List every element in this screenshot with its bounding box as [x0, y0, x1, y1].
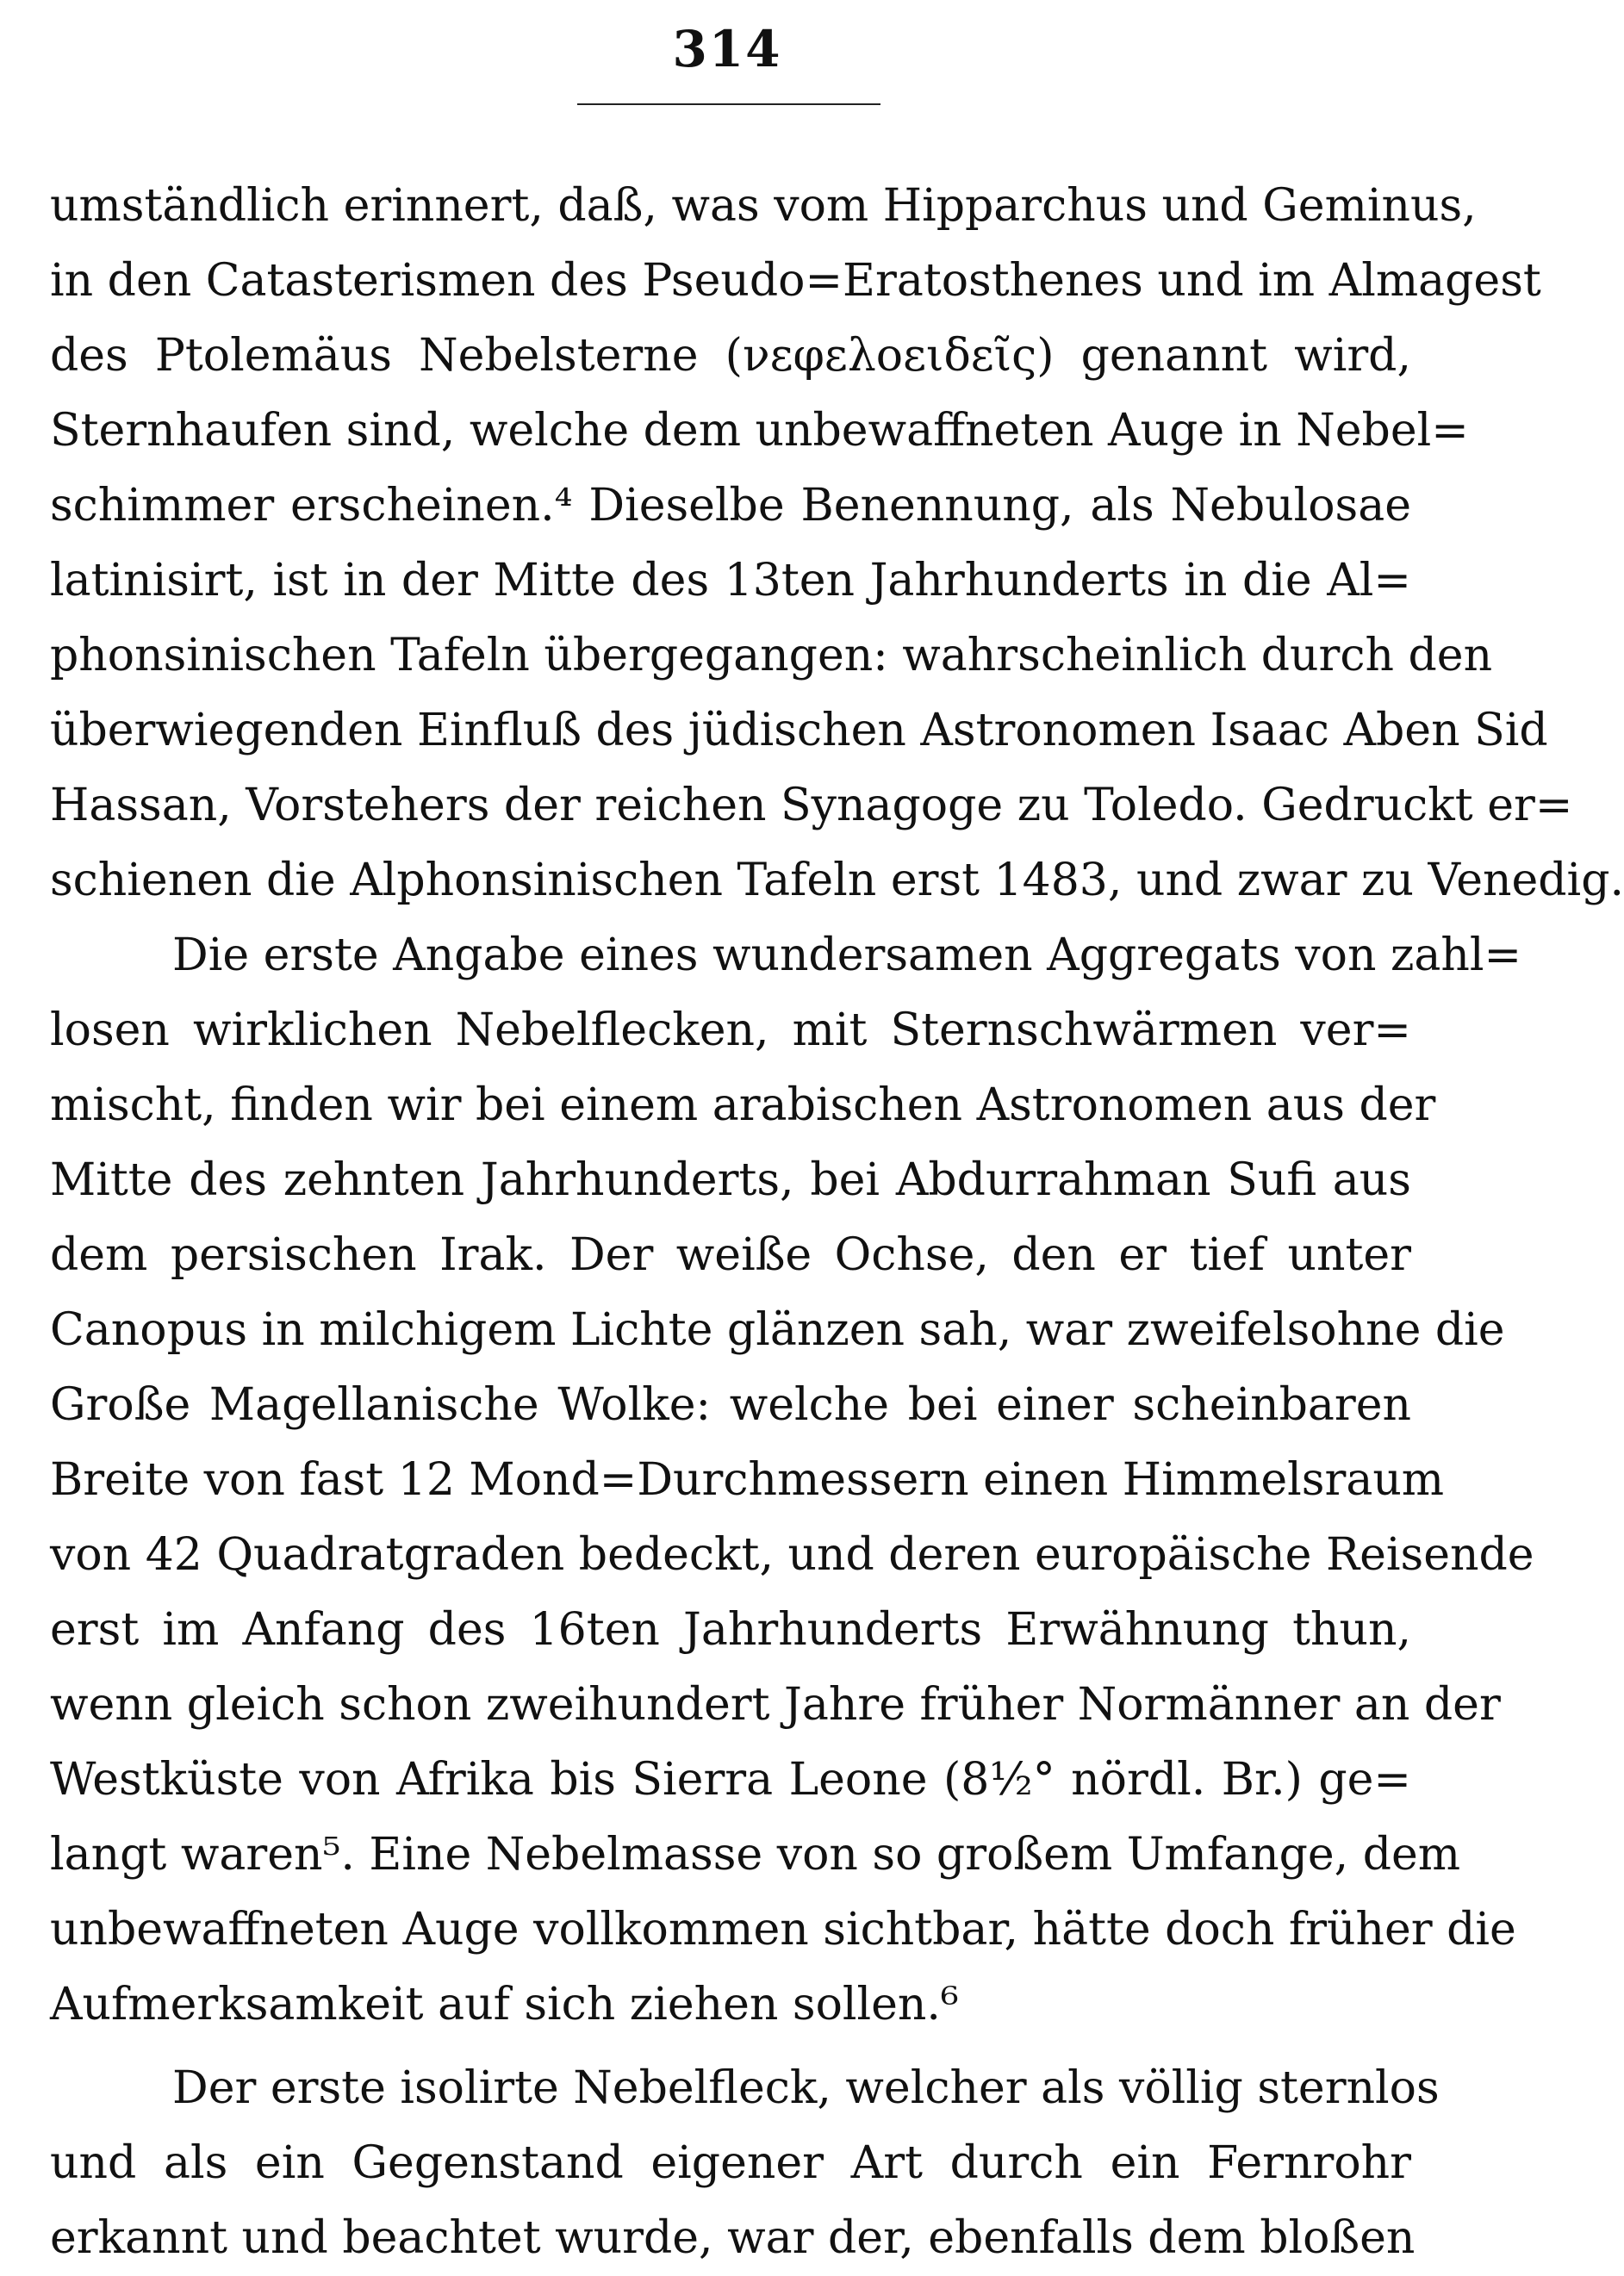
text-line: Breite von fast 12 Mond=Durchmessern einen Himmelsraum [50, 1454, 1445, 1506]
text-line: umständlich erinnert, daß, was vom Hipparchus und Geminus, [50, 180, 1477, 232]
text-line: überwiegenden Einfluß des jüdischen Astronomen Isaac Aben Sid [50, 705, 1548, 756]
text-line: latinisirt, ist in der Mitte des 13ten Jahrhunderts in die Al= [50, 555, 1411, 606]
text-line: schimmer erscheinen.⁴ Dieselbe Benennung, als Nebulosae [50, 480, 1411, 532]
text-line: in den Catasterismen des Pseudo=Eratosthenes und im Almagest [50, 255, 1541, 307]
text-line: phonsinischen Tafeln übergegangen: wahrscheinlich durch den [50, 630, 1493, 681]
text-line: und als ein Gegenstand eigener Art durch ein Fernrohr [50, 2137, 1411, 2189]
text-line: unbewaffneten Auge vollkommen sichtbar, hätte doch früher die [50, 1904, 1516, 1956]
page-number: 314 [672, 20, 782, 78]
text-line: Große Magellanische Wolke: welche bei einer scheinbaren [50, 1379, 1411, 1431]
text-line: des Ptolemäus Nebelsterne (νεφελοειδεῖς) genannt wird, [50, 330, 1411, 382]
text-line: Sternhaufen sind, welche dem unbewaffneten Auge in Nebel= [50, 405, 1469, 457]
text-line: dem persischen Irak. Der weiße Ochse, den er tief unter [50, 1229, 1411, 1281]
text-line: Canopus in milchigem Lichte glänzen sah, war zweifelsohne die [50, 1304, 1505, 1356]
text-line: Die erste Angabe eines wundersamen Aggregats von zahl= [172, 930, 1522, 981]
text-line: erst im Anfang des 16ten Jahrhunderts Erwähnung thun, [50, 1604, 1411, 1656]
text-line: wenn gleich schon zweihundert Jahre früher Normänner an der [50, 1679, 1501, 1731]
text-line: schienen die Alphonsinischen Tafeln erst 1483, und zwar zu Venedig. [50, 855, 1624, 906]
text-line: Hassan, Vorstehers der reichen Synagoge zu Toledo. Gedruckt er= [50, 780, 1573, 831]
text-line: mischt, finden wir bei einem arabischen Astronomen aus der [50, 1079, 1436, 1131]
text-line: losen wirklichen Nebelflecken, mit Sternschwärmen ver= [50, 1004, 1411, 1056]
text-line: Westküste von Afrika bis Sierra Leone (8½° nördl. Br.) ge= [50, 1754, 1411, 1806]
paragraph-3 [50, 2051, 1440, 2276]
header-rule [577, 103, 880, 105]
paragraph-2 [50, 918, 1534, 2043]
paragraph-gap [50, 2043, 1411, 2051]
text-line: Der erste isolirte Nebelfleck, welcher als völlig sternlos [172, 2062, 1440, 2114]
text-line: Mitte des zehnten Jahrhunderts, bei Abdurrahman Sufi aus [50, 1154, 1411, 1206]
text-line: von 42 Quadratgraden bedeckt, und deren europäische Reisende [50, 1529, 1534, 1581]
text-line: Aufmerksamkeit auf sich ziehen sollen.⁶ [50, 1979, 959, 2030]
text-line: erkannt und beachtet wurde, war der, ebenfalls dem bloßen [50, 2212, 1416, 2264]
body-text [50, 169, 1624, 2276]
paragraph-1 [50, 169, 1624, 918]
text-line: langt waren⁵. Eine Nebelmasse von so großem Umfange, dem [50, 1829, 1461, 1881]
